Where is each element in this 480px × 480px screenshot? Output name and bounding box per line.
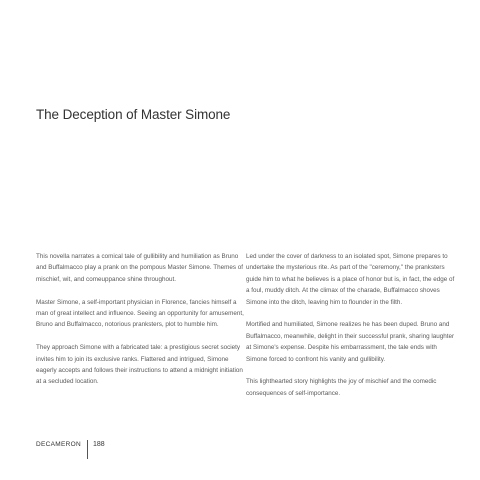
page-title: The Deception of Master Simone [36, 107, 231, 122]
page-number: 188 [92, 441, 105, 448]
left-text-column [36, 251, 246, 388]
running-head: DECAMERON [36, 441, 81, 448]
right-text-column [246, 251, 456, 399]
right-paragraph-3: This lighthearted story highlights the joy of mischief and the comedic consequences of self-importance. [246, 378, 437, 397]
left-paragraph-1: This novella narrates a comical tale of gullibility and humiliation as Bruno and Buffalmacco play a prank on the pompous Master Simone. Themes of mischief, wit, and comeuppance shine throughout. [36, 253, 243, 283]
page-footer [36, 440, 105, 460]
right-paragraph-1: Led under the cover of darkness to an isolated spot, Simone prepares to undertake the mysterious rite. As part of the "ceremony," the pranksters guide him to what he believes is a place of honor but is, in fact, the edge of a foul, muddy ditch. At the climax of the charade, Buffalmacco shoves Simone into the ditch, leaving him to flounder in the filth. [246, 253, 455, 306]
right-paragraph-2: Mortified and humiliated, Simone realizes he has been duped. Bruno and Buffalmacco, meanwhile, delight in their successful prank, sharing laughter at Simone's expense. Despite his embarrassment, the tale ends with Simone forced to confront his vanity and gullibility. [246, 321, 455, 363]
left-paragraph-2: Master Simone, a self-important physician in Florence, fancies himself a man of great intellect and influence. Seeing an opportunity for amusement, Bruno and Buffalmacco, notorious pranksters, plot to humble him. [36, 298, 244, 329]
left-paragraph-3: They approach Simone with a fabricated tale: a prestigious secret society invites him to join its exclusive ranks. Flattered and intrigued, Simone eagerly accepts and follows their instructions to attend a midnight initiation at a secluded location. [36, 344, 243, 386]
